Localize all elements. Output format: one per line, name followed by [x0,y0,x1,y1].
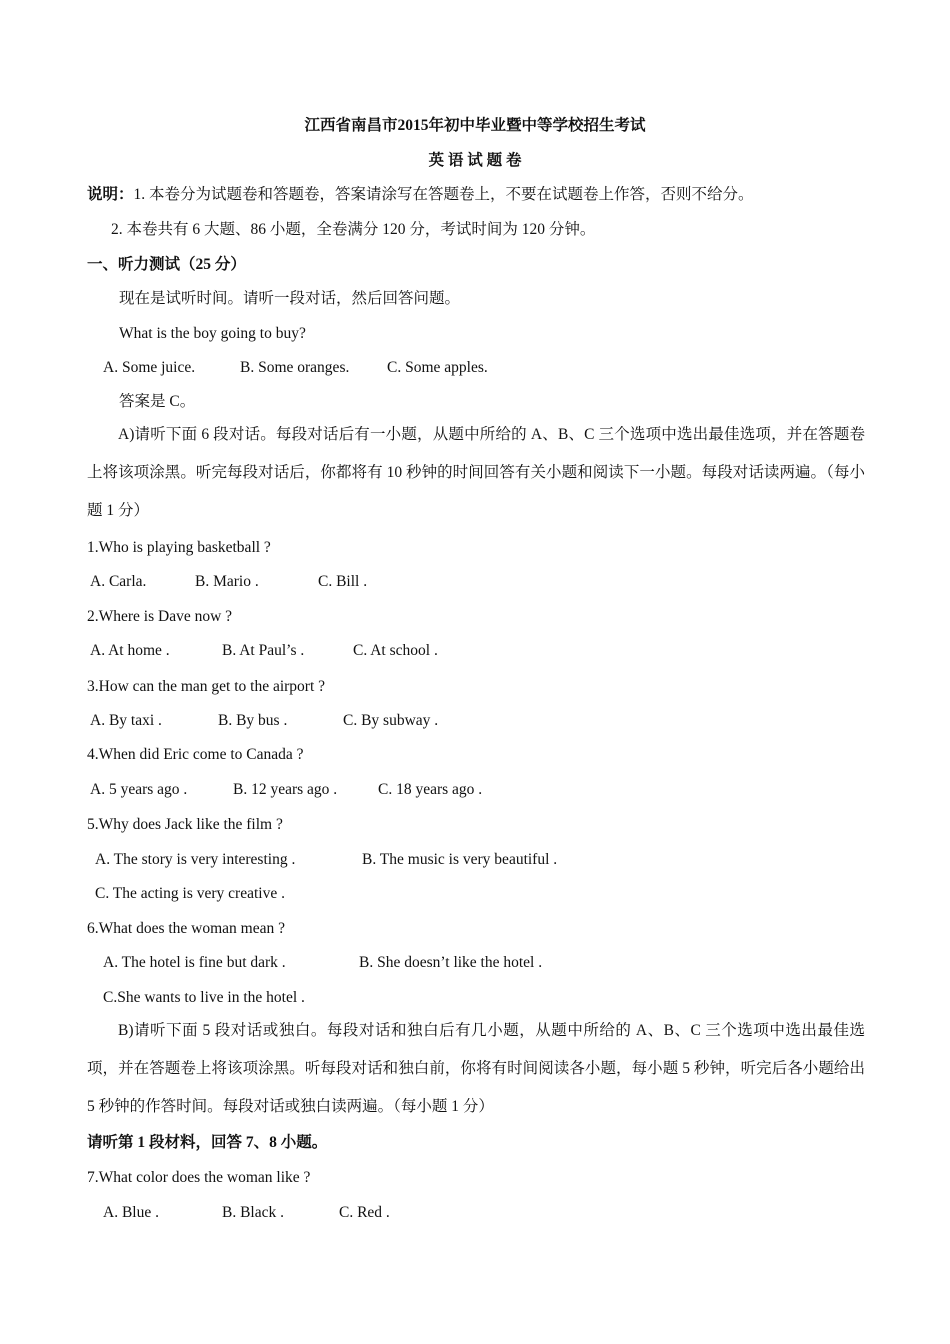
exam-title: 江西省南昌市2015年初中毕业暨中等学校招生考试 [304,117,646,134]
example-option-c: C. Some apples. [387,359,488,376]
question-7-option-b: B. Black . [222,1204,284,1221]
question-6-option-c: C.She wants to live in the hotel . [103,989,305,1006]
question-5-option-a: A. The story is very interesting . [95,851,296,868]
question-4-stem: 4.When did Eric come to Canada ? [87,746,304,763]
question-1-option-c: C. Bill . [318,573,368,590]
question-7-option-c: C. Red . [339,1204,390,1221]
question-7-stem: 7.What color does the woman like ? [87,1169,311,1186]
exam-subtitle: 英 语 试 题 卷 [428,152,522,169]
question-2-option-b: B. At Paul’s . [222,642,305,659]
question-4-option-c: C. 18 years ago . [378,781,483,798]
question-4-option-a: A. 5 years ago . [90,781,188,798]
section-1-heading: 一、听力测试（25 分） [87,256,246,273]
question-2-option-a: A. At home . [90,642,170,659]
question-5-option-b: B. The music is very beautiful . [362,851,558,868]
question-2-option-c: C. At school . [353,642,438,659]
note-2: 2. 本卷共有 6 大题、86 小题，全卷满分 120 分，考试时间为 120 分钟。 [111,221,596,238]
question-3-stem: 3.How can the man get to the airport ? [87,678,326,695]
part-a-instructions: A)请听下面 6 段对话。每段对话后有一小题，从题中所给的 A、B、C 三个选项中选出最佳选项，并在答题卷上将该项涂黑。听完每段对话后，你都将有 10 秒钟的时间回答有关小题和阅读下一小题。每段对话读两遍。（每小题 1 分） [87,426,865,519]
question-3-option-c: C. By subway . [343,712,439,729]
question-7-option-a: A. Blue . [103,1204,159,1221]
notes-label: 说明： [87,186,134,203]
question-4-option-b: B. 12 years ago . [233,781,338,798]
example-option-a: A. Some juice. [103,359,196,376]
material-1-heading: 请听第 1 段材料，回答 7、8 小题。 [87,1134,328,1151]
example-option-b: B. Some oranges. [240,359,350,376]
example-answer: 答案是 C。 [119,393,196,410]
question-3-option-b: B. By bus . [218,712,288,729]
question-1-stem: 1.Who is playing basketball ? [87,539,271,556]
question-5-stem: 5.Why does Jack like the film ? [87,816,283,833]
notes-line-1 [87,185,754,205]
note-1: 1. 本卷分为试题卷和答题卷，答案请涂写在答题卷上，不要在试题卷上作答，否则不给分。 [133,186,754,203]
question-5-option-c: C. The acting is very creative . [95,885,285,902]
question-6-option-a: A. The hotel is fine but dark . [103,954,286,971]
example-intro: 现在是试听时间。请听一段对话，然后回答问题。 [119,290,461,307]
question-1-option-b: B. Mario . [195,573,259,590]
question-6-stem: 6.What does the woman mean ? [87,920,285,937]
example-question: What is the boy going to buy? [119,325,306,342]
part-b-instructions: B)请听下面 5 段对话或独白。每段对话和独白后有几小题，从题中所给的 A、B、C 三个选项中选出最佳选项，并在答题卷上将该项涂黑。听每段对话和独白前，你将有时间阅读各小题，每小题 5 秒钟，听完后各小题给出 5 秒钟的作答时间。每段对话或独白读两遍。（每小题 1 分） [87,1022,865,1115]
question-1-option-a: A. Carla. [90,573,147,590]
question-6-option-b: B. She doesn’t like the hotel . [359,954,543,971]
question-2-stem: 2.Where is Dave now ? [87,608,233,625]
question-3-option-a: A. By taxi . [90,712,162,729]
